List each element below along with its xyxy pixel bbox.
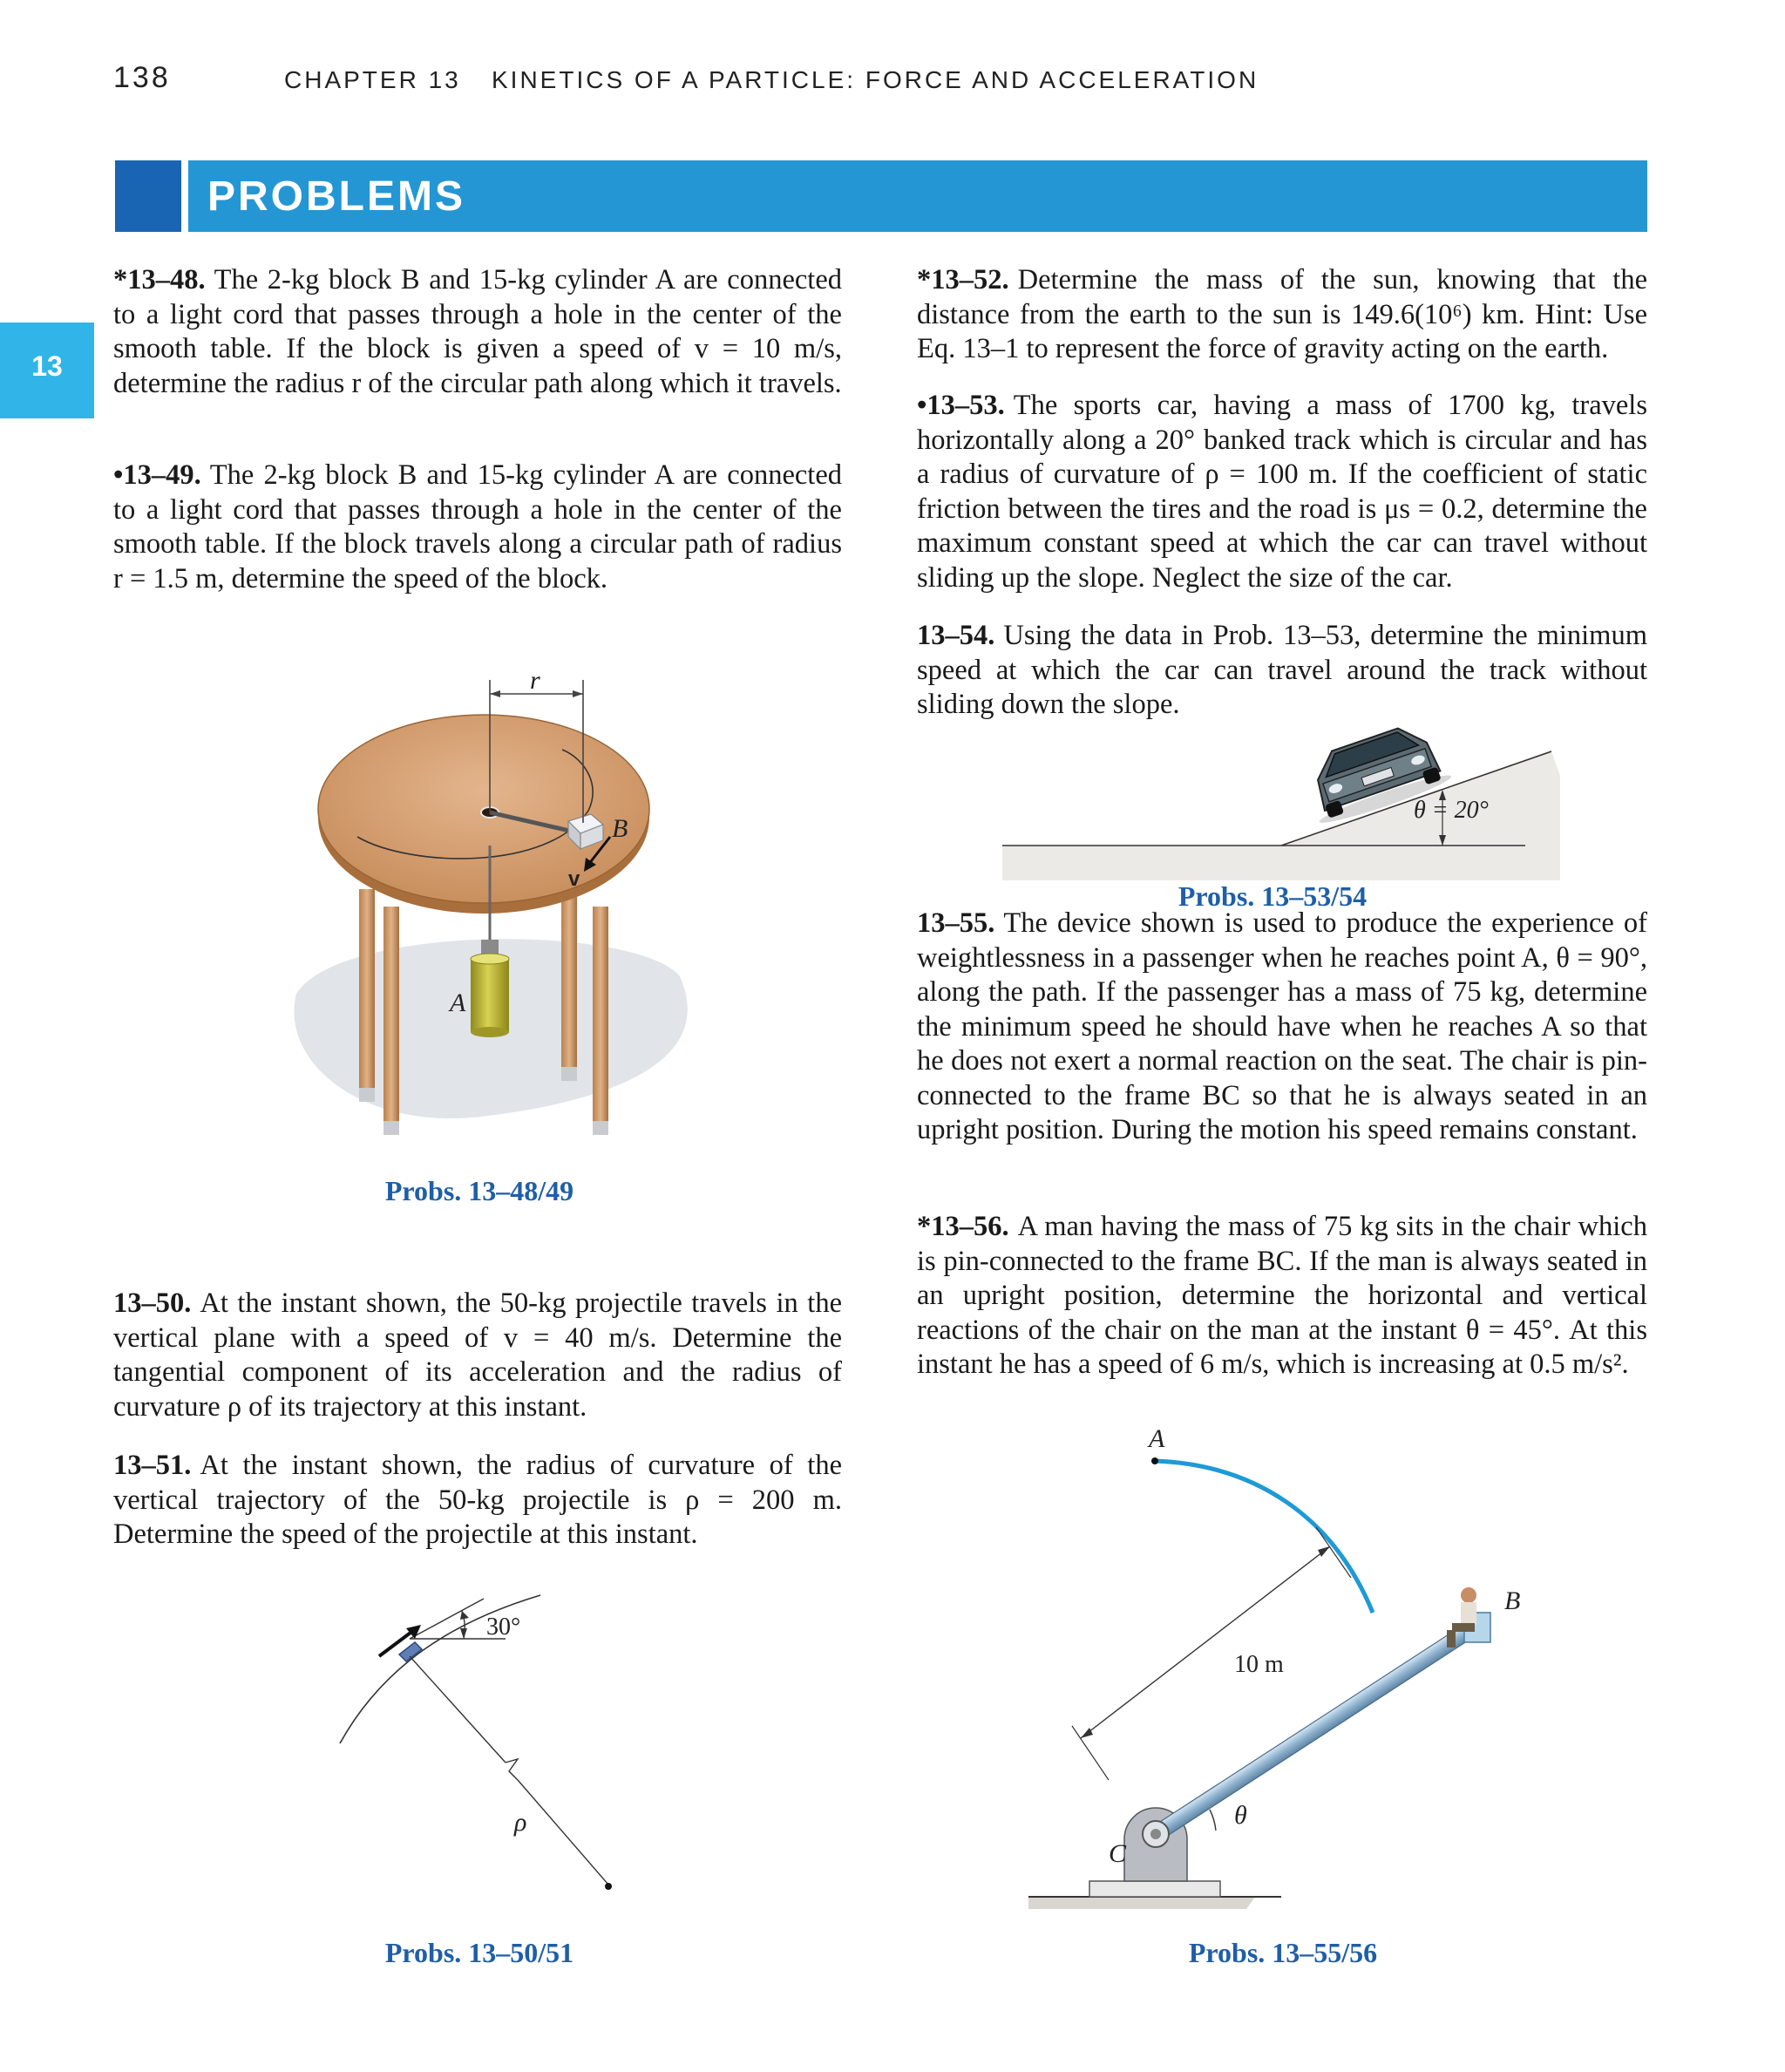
label-v: v <box>568 867 580 891</box>
problem-number: *13–52. <box>917 264 1009 296</box>
path-arc <box>1155 1461 1373 1613</box>
table-leg <box>383 907 399 1124</box>
problem-13-53 <box>917 389 1647 595</box>
page-number: 138 <box>113 61 171 94</box>
problem-number: 13–51. <box>113 1450 192 1481</box>
problem-13-50 <box>113 1287 842 1424</box>
figure-banked-track <box>1002 724 1569 880</box>
label-rho: ρ <box>514 1808 527 1837</box>
banner-accent <box>115 160 181 232</box>
section-title: PROBLEMS <box>207 173 466 220</box>
problem-13-49 <box>113 459 842 596</box>
problem-text: The device shown is used to produce the experience of weightlessness in a passenger when he reaches point A, θ = 90°, along the path. If the passenger has a mass of 75 kg, determine the minimum speed he should have when he reaches A so that he does not exert a normal reaction on the seat. The chair is pin-connected to the frame BC so that he is always seated in an upright position. During the motion his speed remains constant. <box>917 907 1647 1145</box>
problem-number: •13–53. <box>917 390 1005 421</box>
figure-rotating-arm <box>1028 1421 1569 1909</box>
label-theta: θ <box>1234 1801 1247 1830</box>
figure-table <box>261 662 715 1151</box>
chapter-label: CHAPTER 13 <box>284 66 461 93</box>
table-leg <box>359 889 375 1090</box>
chapter-tab: 13 <box>0 323 94 418</box>
problem-text: Determine the mass of the sun, knowing that the distance from the earth to the sun is 149.6(10⁶) km. Hint: Use Eq. 13–1 to represent the force of gravity acting on the earth. <box>917 264 1647 364</box>
problem-text: A man having the mass of 75 kg sits in the chair which is pin-connected to the frame BC. If the man is always seated in an upright position, determine the horizontal and vertical reactions of the chair on the man at the instant θ = 45°. At this instant he has a speed of 6 m/s, which is increasing at 0.5 m/s². <box>917 1211 1647 1380</box>
problem-13-55 <box>917 907 1647 1148</box>
banner-gap <box>181 160 188 232</box>
chapter-title: KINETICS OF A PARTICLE: FORCE AND ACCELERATION <box>492 66 1259 93</box>
cylinder-a <box>471 959 509 1032</box>
label-r: r <box>530 666 540 695</box>
table-leg <box>593 907 608 1124</box>
problem-13-56 <box>917 1210 1647 1382</box>
problem-number: 13–54. <box>917 620 995 651</box>
problem-text: Using the data in Prob. 13–53, determine the minimum speed at which the car can travel around the track without sliding down the slope. <box>917 620 1647 720</box>
problem-number: 13–50. <box>113 1287 192 1319</box>
problem-13-52 <box>917 263 1647 367</box>
passenger <box>1447 1587 1490 1647</box>
figure-caption: Probs. 13–50/51 <box>384 1937 574 1968</box>
problem-13-51 <box>113 1449 842 1552</box>
table-leg <box>561 891 577 1070</box>
label-theta: θ = 20° <box>1414 797 1489 824</box>
figure-caption: Probs. 13–53/54 <box>1178 880 1368 912</box>
label-b: B <box>612 814 628 843</box>
label-a: A <box>1149 1424 1165 1453</box>
section-banner <box>115 160 1647 232</box>
label-length: 10 m <box>1234 1651 1284 1678</box>
problem-number: *13–48. <box>113 264 206 296</box>
theta-arc <box>1210 1810 1216 1831</box>
problem-13-54 <box>917 619 1647 723</box>
problem-text: At the instant shown, the radius of curvature of the vertical trajectory of the 50-kg projectile is ρ = 200 m. Determine the speed of the projectile at this instant. <box>113 1450 842 1550</box>
problem-text: The 2-kg block B and 15-kg cylinder A are connected to a light cord that passes through a hole in the center of the smooth table. If the block travels along a circular path of radius r = 1.5 m, determine the speed of the block. <box>113 459 842 594</box>
frame-bc <box>1151 1623 1474 1840</box>
figure-caption: Probs. 13–55/56 <box>1188 1937 1378 1968</box>
running-head <box>113 61 1421 105</box>
problem-number: *13–56. <box>917 1211 1009 1242</box>
problem-text: The 2-kg block B and 15-kg cylinder A are connected to a light cord that passes through a hole in the center of the smooth table. If the block is given a speed of v = 10 m/s, determine the radius r of the circular path along which it travels. <box>113 264 842 399</box>
label-c: C <box>1109 1839 1127 1868</box>
problem-text: At the instant shown, the 50-kg projectile travels in the vertical plane with a speed of v = 40 m/s. Determine the tangential component of its acceleration and the radius of curvature ρ of its trajectory at this instant. <box>113 1287 842 1423</box>
label-a: A <box>450 988 466 1017</box>
problem-text: The sports car, having a mass of 1700 kg, travels horizontally along a 20° banked track which is circular and has a radius of curvature of ρ = 100 m. If the coefficient of static friction between the tires and the road is μs = 0.2, determine the maximum constant speed at which the car can travel without sliding up the slope. Neglect the size of the car. <box>917 390 1647 594</box>
projectile <box>399 1642 422 1661</box>
length-dimension <box>1081 1546 1330 1738</box>
ground <box>1028 1897 1255 1909</box>
label-b: B <box>1504 1586 1521 1615</box>
label-angle: 30° <box>486 1613 521 1641</box>
problem-13-48 <box>113 263 842 401</box>
figure-projectile <box>331 1569 645 1918</box>
problem-number: 13–55. <box>917 907 995 939</box>
figure-caption: Probs. 13–48/49 <box>384 1175 574 1206</box>
problem-number: •13–49. <box>113 459 201 491</box>
